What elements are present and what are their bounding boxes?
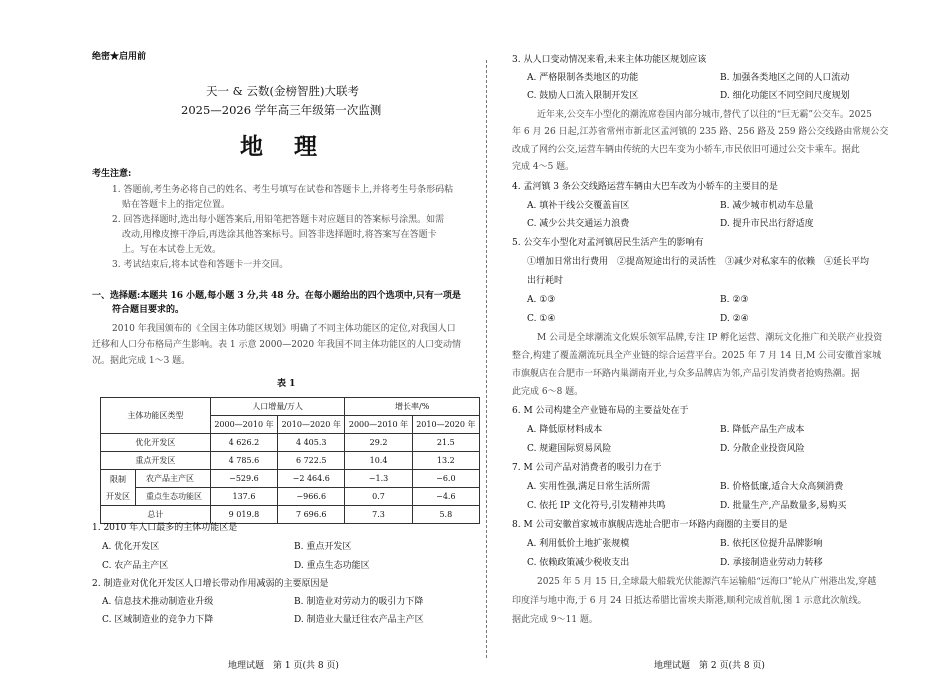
passage-1-line-1: 2010 年我国颁布的《全国主体功能区规划》明确了不同主体功能区的定位,对我国人口 — [112, 324, 456, 334]
question-7-option-d: D. 批量生产,产品数量多,易购买 — [720, 501, 847, 511]
note-1-line-2: 贴在答题卡上的指定位置。 — [122, 200, 231, 210]
limit-group-label — [101, 470, 136, 506]
passage-4-line-3: 据此完成 9～11 题。 — [512, 615, 598, 625]
question-5-stem: 5. 公交车小型化对孟河镇居民生活产生的影响有 — [512, 238, 704, 248]
question-2-stem: 2. 制造业对优化开发区人口增长带动作用减弱的主要原因是 — [92, 579, 329, 589]
question-2-option-b: B. 制造业对劳动力的吸引力下降 — [294, 597, 424, 607]
cell: −4.6 — [412, 488, 479, 506]
question-3-option-d: D. 细化功能区不同空间尺度规划 — [720, 91, 850, 101]
row-label: 优化开发区 — [101, 434, 211, 452]
exam-name: 天一 & 云数(金榜智胜)大联考 — [206, 84, 360, 98]
cell: 137.6 — [210, 488, 277, 506]
note-2-line-2: 改动,用橡皮擦干净后,再选涂其他答案标号。回答非选择题时,将答案写在答题卡 — [122, 230, 437, 240]
question-8-stem: 8. M 公司安徽首家城市旗舰店选址合肥市一环路内商圈的主要目的是 — [512, 520, 788, 530]
cell: 4 626.2 — [210, 434, 277, 452]
question-3-option-c: C. 鼓励人口流入限制开发区 — [527, 91, 639, 101]
question-5-choices: ①增加日常出行费用 ②提高短途出行的灵活性 ③减少对私家车的依赖 ④延长平均 — [527, 257, 870, 267]
cell: 13.2 — [412, 452, 479, 470]
question-5-choices-cont: 出行耗时 — [527, 276, 564, 286]
cell: 9 019.8 — [210, 506, 277, 524]
question-1-option-c: C. 农产品主产区 — [102, 561, 169, 571]
question-2-option-d: D. 制造业大量迁往农产品主产区 — [294, 615, 424, 625]
question-6-option-a: A. 降低原材料成本 — [527, 425, 603, 435]
question-8-option-b: B. 依托区位提升品牌影响 — [720, 539, 823, 549]
question-4-option-d: D. 提升市民出行舒适度 — [720, 219, 814, 229]
cell: 4 405.3 — [278, 434, 345, 452]
passage-2-line-2: 年 6 月 26 日起,江苏省常州市新北区孟河镇的 235 路、256 路及 259 路公交线路由常规公交 — [512, 127, 889, 137]
question-1-option-b: B. 重点开发区 — [294, 542, 352, 552]
limit-label-2: 开发区 — [106, 491, 130, 501]
table-row — [101, 470, 480, 488]
header-rate: 增长率/% — [345, 398, 480, 416]
question-4-stem: 4. 孟河镇 3 条公交线路运营车辆由大巴车改为小轿车的主要目的是 — [512, 182, 778, 192]
header-period: 2010—2020 年 — [278, 416, 345, 434]
passage-1-line-2: 迁移和人口分布格局产生影响。表 1 示意 2000—2020 年我国不同主体功能区的人口变动情 — [92, 340, 461, 350]
header-increment: 人口增量/万人 — [210, 398, 345, 416]
page-footer-left: 地理试题 第 1 页(共 8 页) — [228, 661, 339, 671]
cell: −1.3 — [345, 470, 412, 488]
question-3-option-b: B. 加强各类地区之间的人口流动 — [720, 73, 850, 83]
cell: 6 722.5 — [278, 452, 345, 470]
question-1-option-d: D. 重点生态功能区 — [294, 561, 370, 571]
table-row — [101, 452, 480, 470]
notes-title: 考生注意: — [92, 169, 132, 179]
confidential-mark: 绝密★启用前 — [92, 52, 147, 62]
question-3-stem: 3. 从人口变动情况来看,未来主体功能区规划应该 — [512, 55, 707, 65]
row-label: 农产品主产区 — [136, 470, 211, 488]
passage-4-line-1: 2025 年 5 月 15 日,全球最大船载光伏能源汽车运输船“远海口”轮从广州港出发,穿越 — [537, 577, 877, 587]
question-4-option-c: C. 减少公共交通运力浪费 — [527, 219, 630, 229]
passage-3-line-3: 市旗舰店在合肥市一环路内巢湖南开业,与众多品牌店为邻,产品引发消费者抢购热潮。据 — [512, 369, 860, 379]
passage-2-line-3: 改成了网约公交,运营车辆由传统的大巴车变为小轿车,市民依旧可通过公交卡乘车。据此 — [512, 145, 860, 155]
passage-1-line-3: 况。据此完成 1～3 题。 — [92, 356, 191, 366]
exam-session: 2025—2026 学年高三年级第一次监测 — [181, 103, 382, 117]
cell: 7 696.6 — [278, 506, 345, 524]
header-period: 2000—2010 年 — [345, 416, 412, 434]
cell: −6.0 — [412, 470, 479, 488]
page-title: 地 理 — [240, 133, 321, 160]
cell: 21.5 — [412, 434, 479, 452]
question-6-option-d: D. 分散企业投资风险 — [720, 444, 805, 454]
header-period: 2010—2020 年 — [412, 416, 479, 434]
row-label: 重点生态功能区 — [136, 488, 211, 506]
row-label: 总计 — [101, 506, 211, 524]
cell: 0.7 — [345, 488, 412, 506]
cell: −2 464.6 — [278, 470, 345, 488]
section-heading-cont: 符合题目要求的。 — [112, 305, 185, 315]
question-3-option-a: A. 严格限制各类地区的功能 — [527, 73, 639, 83]
page-divider — [486, 60, 487, 658]
cell: 4 785.6 — [210, 452, 277, 470]
table-row — [101, 434, 480, 452]
question-7-option-c: C. 依托 IP 文化符号,引发精神共鸣 — [527, 501, 666, 511]
question-6-option-c: C. 规避国际贸易风险 — [527, 444, 612, 454]
cell: 7.3 — [345, 506, 412, 524]
note-2-line-3: 上。写在本试卷上无效。 — [122, 245, 222, 255]
question-8-option-d: D. 承接制造业劳动力转移 — [720, 558, 823, 568]
table-row — [101, 506, 480, 524]
note-2-line-1: 2. 回答选择题时,选出每小题答案后,用铅笔把答题卡对应题目的答案标号涂黑。如需 — [112, 215, 445, 225]
question-8-option-c: C. 依赖政策减少税收支出 — [527, 558, 630, 568]
note-1-line-1: 1. 答题前,考生务必将自己的姓名、考生号填写在试卷和答题卡上,并将考生号条形码粘 — [112, 185, 454, 195]
section-heading: 一、选择题:本题共 16 小题,每小题 3 分,共 48 分。在每小题给出的四个选项中,只有一项是 — [92, 291, 461, 301]
question-7-option-b: B. 价格低廉,适合大众高频消费 — [720, 482, 844, 492]
question-4-option-b: B. 减少城市机动车总量 — [720, 201, 814, 211]
question-1-stem: 1. 2010 年人口最多的主体功能区是 — [92, 523, 238, 533]
passage-3-line-4: 此完成 6～8 题。 — [512, 387, 584, 397]
question-1-option-a: A. 优化开发区 — [102, 542, 160, 552]
question-2-option-c: C. 区域制造业的竞争力下降 — [102, 615, 214, 625]
cell: −966.6 — [278, 488, 345, 506]
note-3: 3. 考试结束后,将本试卷和答题卡一并交回。 — [112, 260, 289, 270]
table-row — [101, 488, 480, 506]
passage-3-line-1: M 公司是全球潮流文化娱乐领军品牌,专注 IP 孵化运营、潮玩文化推广和关联产业投资 — [537, 333, 883, 343]
header-type: 主体功能区类型 — [101, 398, 211, 434]
cell: −529.6 — [210, 470, 277, 488]
table-caption: 表 1 — [277, 379, 296, 389]
question-5-option-c: C. ①④ — [527, 314, 556, 324]
cell: 10.4 — [345, 452, 412, 470]
header-period: 2000—2010 年 — [210, 416, 277, 434]
row-label: 重点开发区 — [101, 452, 211, 470]
question-5-option-a: A. ①③ — [527, 295, 556, 305]
question-8-option-a: A. 利用低价土地扩张规模 — [527, 539, 630, 549]
passage-2-line-4: 完成 4～5 题。 — [512, 162, 575, 172]
limit-label-1: 限制 — [110, 474, 126, 484]
population-table — [100, 397, 480, 524]
question-7-stem: 7. M 公司产品对消费者的吸引力在于 — [512, 463, 662, 473]
cell: 5.8 — [412, 506, 479, 524]
cell: 29.2 — [345, 434, 412, 452]
question-7-option-a: A. 实用性强,满足日常生活所需 — [527, 482, 651, 492]
page-footer-right: 地理试题 第 2 页(共 8 页) — [654, 661, 765, 671]
passage-2-line-1: 近年来,公交车小型化的潮流席卷国内部分城市,替代了以往的“巨无霸”公交车。2025 — [537, 110, 872, 120]
question-2-option-a: A. 信息技术推动制造业升级 — [102, 597, 214, 607]
question-4-option-a: A. 填补干线公交覆盖盲区 — [527, 201, 630, 211]
question-5-option-d: D. ②④ — [720, 314, 749, 324]
question-5-option-b: B. ②③ — [720, 295, 749, 305]
question-6-stem: 6. M 公司构建全产业链布局的主要益处在于 — [512, 406, 689, 416]
passage-4-line-2: 印度洋与地中海,于 6 月 24 日抵达希腊比雷埃夫斯港,顺利完成首航,图 1 示意此次航线。 — [512, 596, 867, 606]
passage-3-line-2: 整合,构建了覆盖潮流玩具全产业链的综合运营平台。2025 年 7 月 14 日,M 公司安徽首家城 — [512, 351, 882, 361]
question-6-option-b: B. 降低产品生产成本 — [720, 425, 805, 435]
